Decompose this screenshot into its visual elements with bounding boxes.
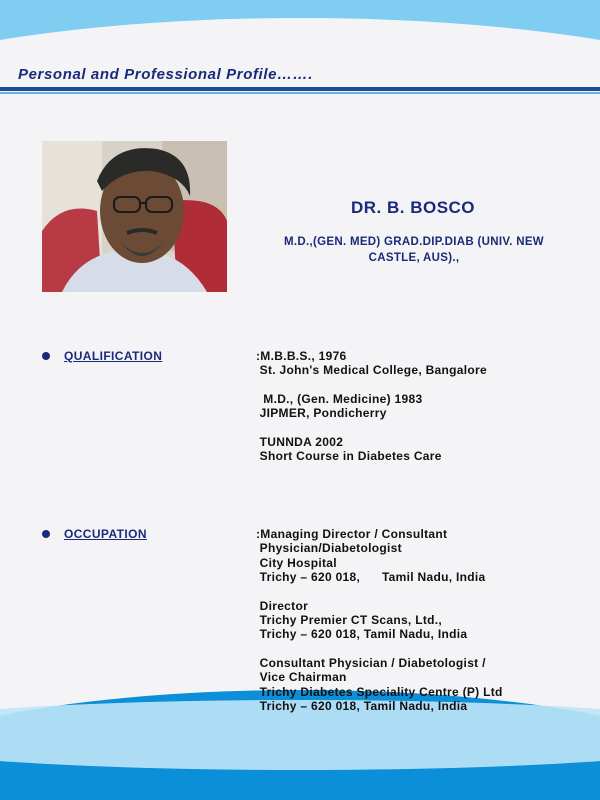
occupation-line: Director (256, 598, 309, 613)
qualification-line: St. John's Medical College, Bangalore (256, 363, 487, 378)
occupation-line: City Hospital (256, 555, 337, 570)
occupation-line: Trichy – 620 018, Tamil Nadu, India (256, 699, 468, 714)
qualification-line: :M.B.B.S., 1976 (256, 349, 347, 363)
doctor-degrees: M.D.,(GEN. MED) GRAD.DIP.DIAB (UNIV. NEW CASTLE, AUS)., (284, 236, 544, 264)
occupation-line: Trichy Premier CT Scans, Ltd., (256, 613, 443, 628)
occupation-line: :Managing Director / Consultant (256, 527, 448, 541)
occupation-line: Physician/Diabetologist (256, 541, 402, 556)
qualification-line: M.D., (Gen. Medicine) 1983 (256, 391, 423, 406)
qualification-line: TUNNDA 2002 (256, 434, 344, 449)
qualification-details (256, 349, 487, 463)
occupation-line: Trichy Diabetes Speciality Centre (P) Ltd (256, 684, 503, 699)
occupation-line: Trichy – 620 018, Tamil Nadu, India (256, 570, 486, 585)
qualification-line: Short Course in Diabetes Care (256, 449, 442, 464)
qualification-line: JIPMER, Pondicherry (256, 406, 387, 421)
doctor-photo (42, 141, 227, 292)
occupation-line: Trichy – 620 018, Tamil Nadu, India (256, 627, 468, 642)
occupation-heading: OCCUPATION (64, 527, 147, 541)
title-underline (0, 87, 600, 91)
slide-title: Personal and Professional Profile……. (18, 66, 314, 83)
bullet-qualification (42, 352, 50, 360)
title-underline-light (0, 92, 600, 94)
occupation-line: Consultant Physician / Diabetologist / (256, 655, 486, 670)
doctor-name: DR. B. BOSCO (350, 198, 476, 217)
occupation-details (256, 527, 503, 713)
qualification-heading: QUALIFICATION (64, 349, 163, 363)
occupation-line: Vice Chairman (256, 670, 347, 685)
bullet-occupation (42, 530, 50, 538)
